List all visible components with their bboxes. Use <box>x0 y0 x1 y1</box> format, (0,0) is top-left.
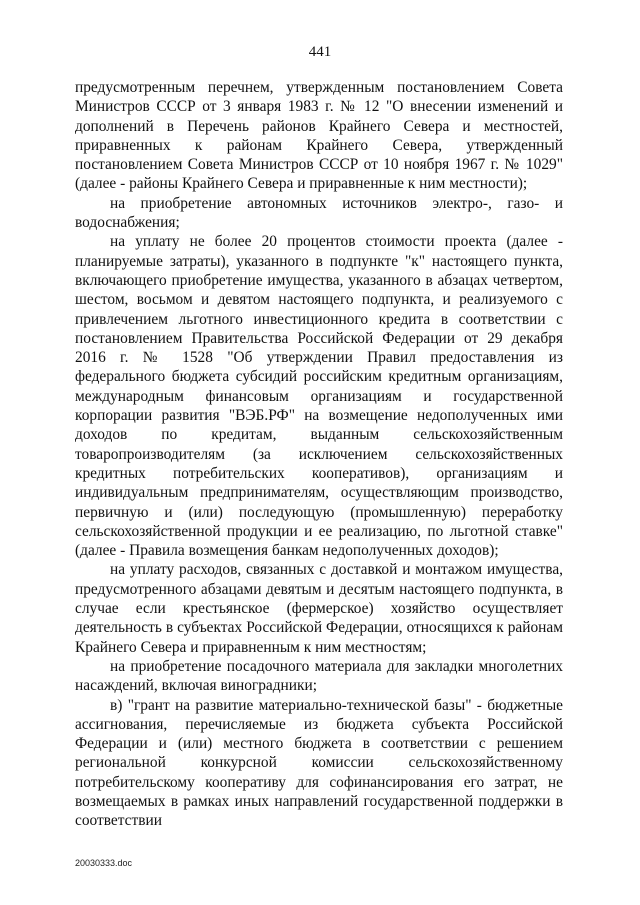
footer-filename: 20030333.doc <box>75 858 133 868</box>
paragraph-autonomous-sources: на приобретение автономных источников электро-, газо- и водоснабжения; <box>75 194 563 232</box>
paragraph-planned-costs: на уплату не более 20 процентов стоимости проекта (далее - планируемые затраты), указанного в подпункте "к" настоящего пункта, включающего приобретение имущества, указанного в абзацах четвертом, шестом, восьмом и девятом настоящего подпункта, и реализуемого с привлечением льготного инвестиционного кредита в соответствии с постановлением Правительства Российской Федерации от 29 декабря 2016 г. № 1528 "Об утверждении Правил предоставления из федерального бюджета субсидий российским кредитным организациям, международным финансовым организациям и государственной корпорации развития "ВЭБ.РФ" на возмещение недополученных ими доходов по кредитам, выданным сельскохозяйственным товаропроизводителям (за исключением сельскохозяйственных кредитных потребительских кооперативов), организациям и индивидуальным предпринимателям, осуществляющим производство, первичную и (или) последующую (промышленную) переработку сельскохозяйственной продукции и ее реализацию, по льготной ставке" (далее - Правила возмещения банкам недополученных доходов); <box>75 233 563 560</box>
paragraph-continued: предусмотренным перечнем, утвержденным постановлением Совета Министров СССР от 3 января 1983 г. № 12 "О внесении изменений и дополнений в Перечень районов Крайнего Севера и местностей, приравненных к районам Крайнего Севера, утвержденный постановлением Совета Министров СССР от 10 ноября 1967 г. № 1029" (далее - районы Крайнего Севера и приравненные к ним местности); <box>75 79 563 193</box>
document-body <box>75 78 563 831</box>
paragraph-delivery-costs: на уплату расходов, связанных с доставкой и монтажом имущества, предусмотренного абзацами девятым и десятым настоящего подпункта, в случае если крестьянское (фермерское) хозяйство осуществляет деятельность в субъектах Российской Федерации, относящихся к районам Крайнего Севера и приравненным к ним местностям; <box>75 561 563 656</box>
paragraph-grant-definition: в) "грант на развитие материально-технической базы" - бюджетные ассигнования, перечисляемые из бюджета субъекта Российской Федерации и (или) местного бюджета в соответствии с решением региональной конкурсной комиссии сельскохозяйственному потребительскому кооперативу для софинансирования его затрат, не возмещаемых в рамках иных направлений государственной поддержки в соответствии <box>75 696 563 830</box>
paragraph-planting-material: на приобретение посадочного материала для закладки многолетних насаждений, включая виноградники; <box>75 657 563 695</box>
page-number: 441 <box>308 44 332 60</box>
